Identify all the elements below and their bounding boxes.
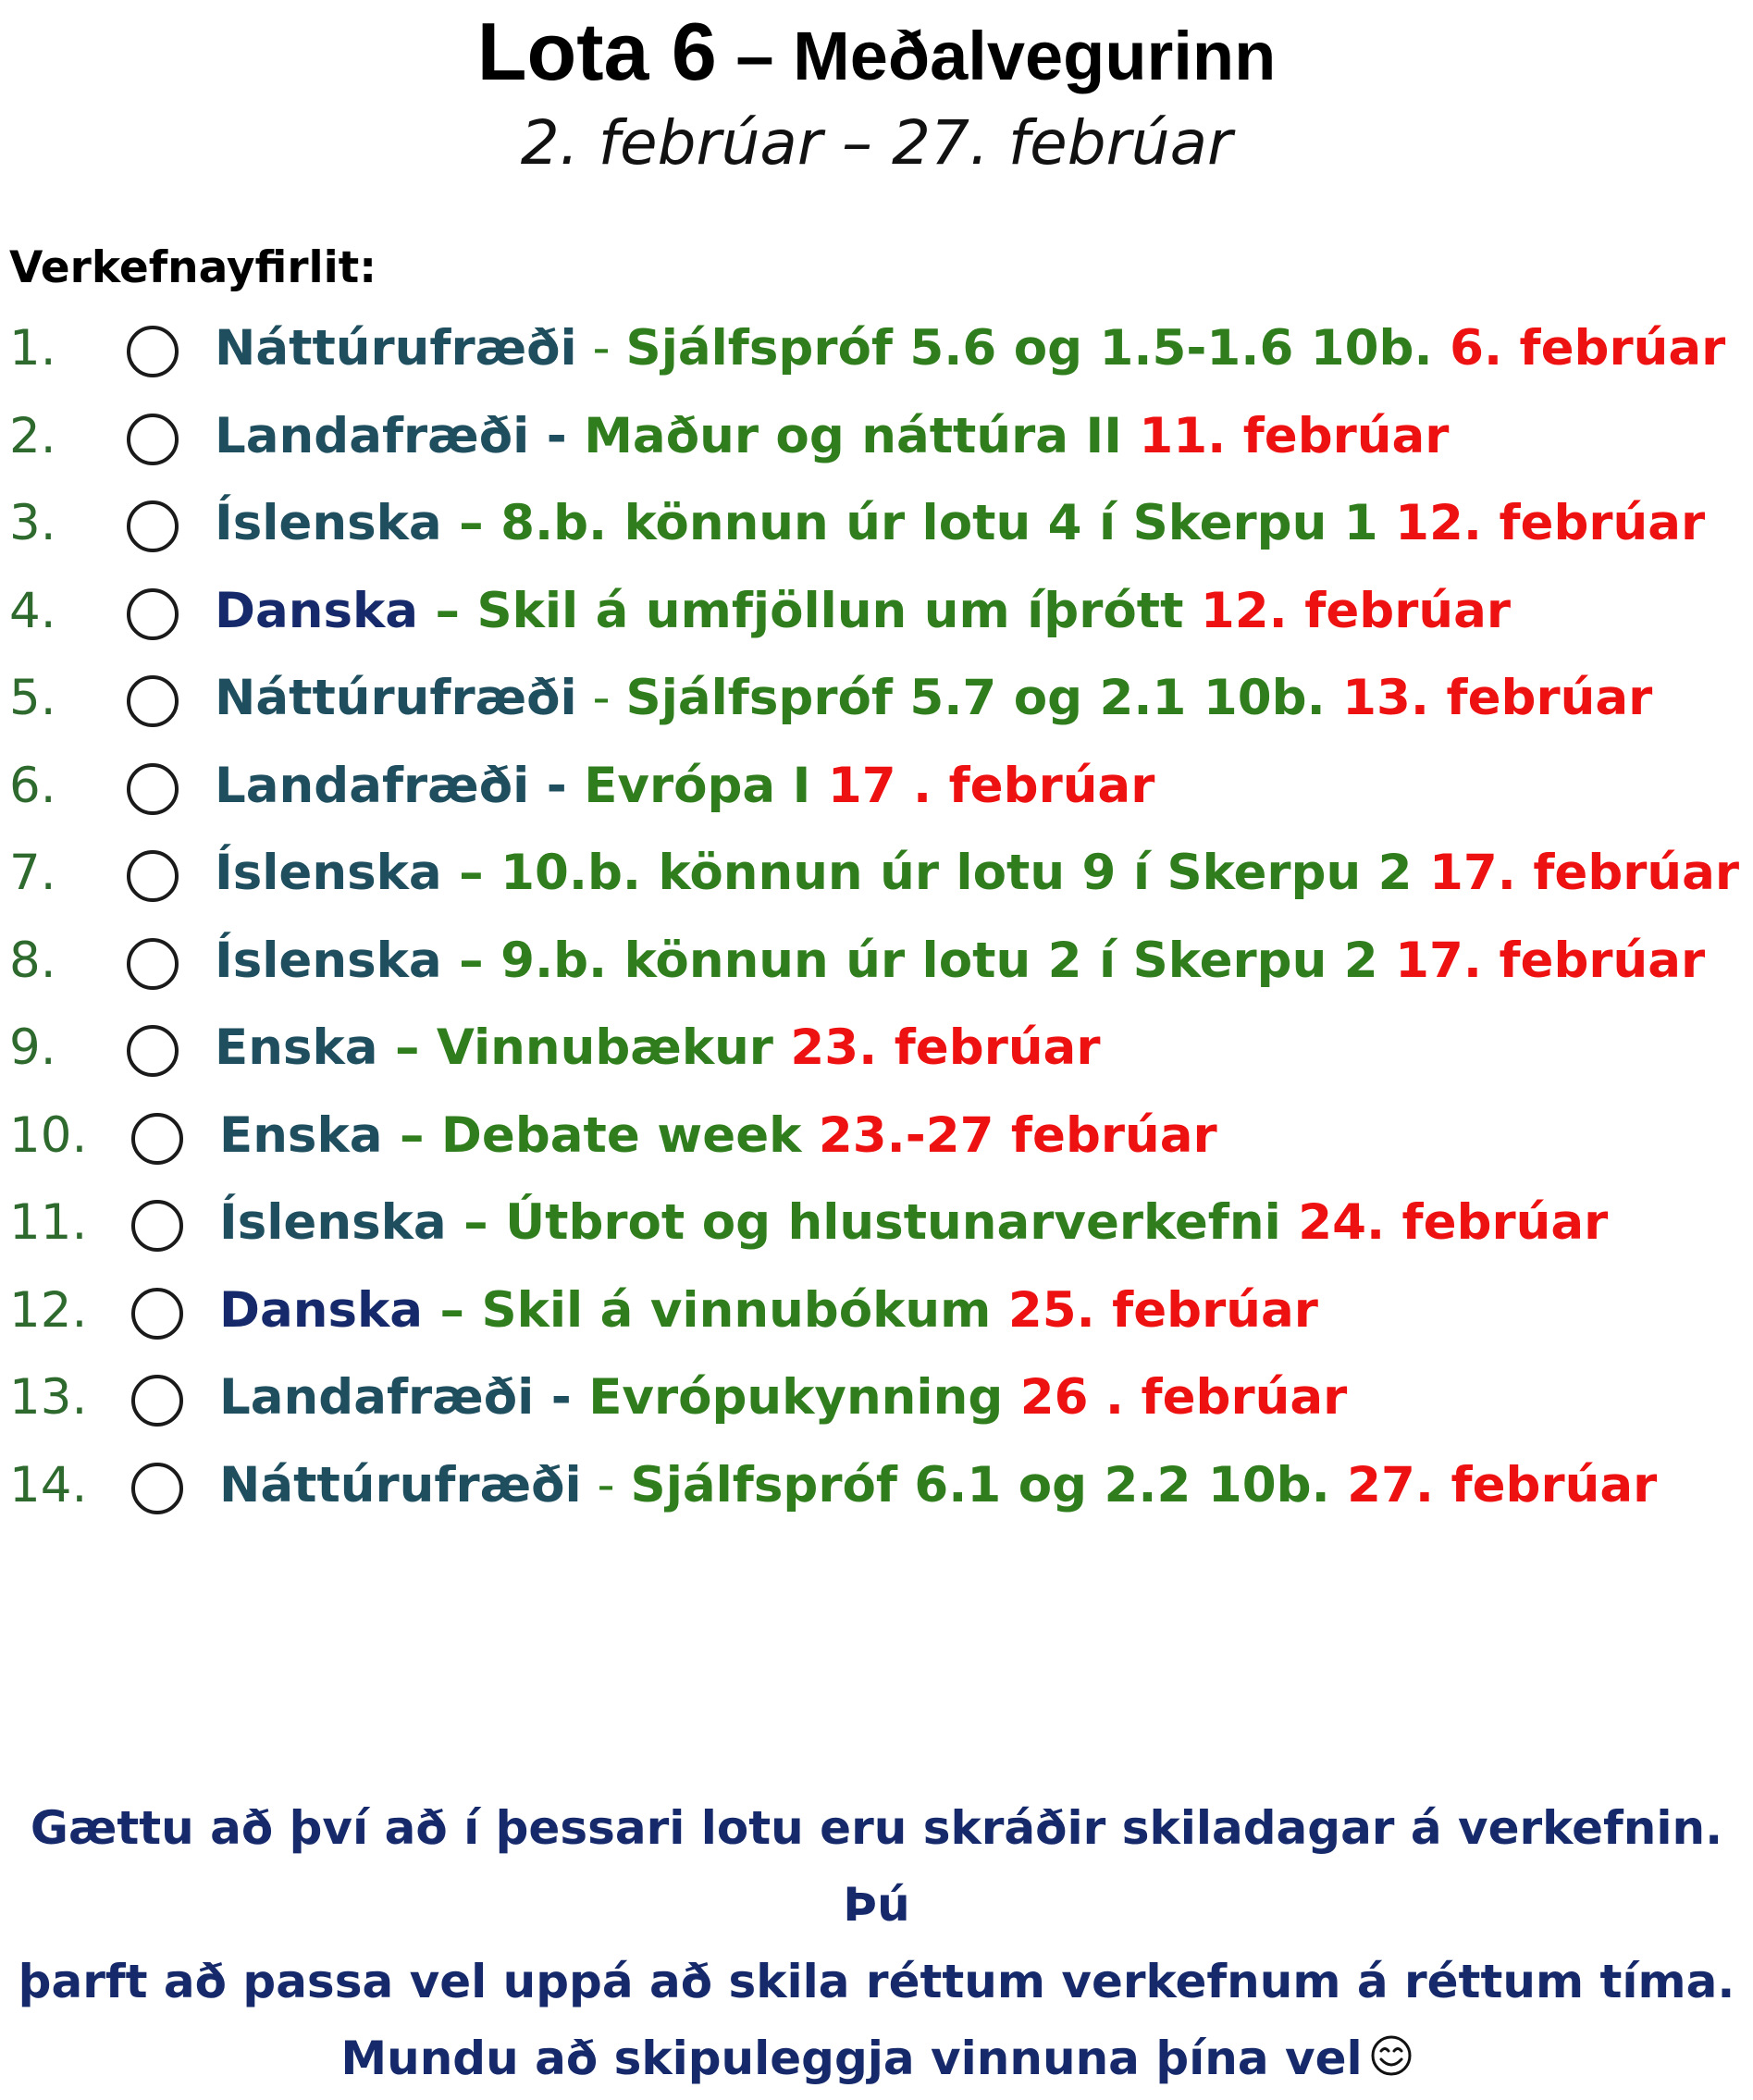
- task-item: [0, 918, 1753, 1006]
- circle-checkbox-icon[interactable]: [127, 588, 179, 640]
- task-subject: Náttúrufræði: [215, 670, 577, 726]
- task-subject: Landafræði -: [215, 757, 585, 814]
- task-item: [0, 480, 1753, 568]
- note-line-2: þarft að passa vel uppá að skila réttum verkefnum á réttum tíma.: [18, 1955, 1735, 2008]
- task-item: [0, 743, 1753, 831]
- task-number: 9.: [9, 1019, 56, 1076]
- task-number: 4.: [9, 582, 56, 639]
- circle-checkbox-icon[interactable]: [131, 1375, 183, 1427]
- task-number: 13.: [9, 1369, 88, 1426]
- task-number: 14.: [9, 1456, 88, 1513]
- task-item: [0, 1354, 1753, 1442]
- task-list: [0, 305, 1753, 1529]
- date-range-subtitle: 2. febrúar – 27. febrúar: [520, 107, 1233, 179]
- task-item: [0, 1093, 1753, 1180]
- circle-checkbox-icon[interactable]: [131, 1200, 183, 1252]
- task-subject: Íslenska: [215, 495, 460, 551]
- task-subject: Landafræði -: [219, 1369, 589, 1426]
- task-item: [0, 568, 1753, 656]
- task-number: 7.: [9, 845, 56, 901]
- task-subject: Náttúrufræði: [215, 320, 577, 377]
- task-item: [0, 655, 1753, 743]
- circle-checkbox-icon[interactable]: [127, 500, 179, 552]
- circle-checkbox-icon[interactable]: [127, 1025, 179, 1077]
- task-due-date: 27. febrúar: [1347, 1456, 1658, 1513]
- task-description: Evrópukynning: [588, 1369, 1020, 1426]
- task-number: 6.: [9, 757, 56, 814]
- page-title: [0, 7, 1753, 97]
- task-item: [0, 830, 1753, 918]
- task-number: 3.: [9, 495, 56, 551]
- smiling-face-icon: [1370, 2023, 1413, 2100]
- task-number: 8.: [9, 932, 56, 989]
- circle-checkbox-icon[interactable]: [131, 1113, 183, 1165]
- task-subject: Náttúrufræði: [219, 1456, 582, 1513]
- task-description: Evrópa I: [584, 757, 828, 814]
- task-separator: -: [576, 320, 626, 377]
- task-subject: Íslenska: [219, 1194, 464, 1251]
- task-description: – Skil á umfjöllun um íþrótt: [418, 582, 1201, 639]
- task-separator: -: [576, 670, 626, 726]
- task-description: Maður og náttúra II: [584, 407, 1140, 464]
- task-separator: -: [581, 1456, 631, 1513]
- task-due-date: 12. febrúar: [1200, 582, 1511, 639]
- task-item: [0, 393, 1753, 481]
- task-item: [0, 1180, 1753, 1267]
- task-subject: Danska: [219, 1281, 424, 1339]
- task-due-date: 11. febrúar: [1139, 407, 1450, 464]
- task-item: [0, 1005, 1753, 1093]
- circle-checkbox-icon[interactable]: [131, 1288, 183, 1340]
- task-number: 2.: [9, 407, 56, 464]
- task-due-date: 23. febrúar: [790, 1019, 1101, 1076]
- task-description: – Skil á vinnubókum: [423, 1281, 1008, 1339]
- circle-checkbox-icon[interactable]: [127, 763, 179, 815]
- task-item: [0, 1442, 1753, 1530]
- task-number: 5.: [9, 670, 56, 726]
- task-number: 11.: [9, 1194, 88, 1251]
- overview-heading: Verkefnayfirlit:: [9, 242, 377, 293]
- circle-checkbox-icon[interactable]: [127, 414, 179, 465]
- task-description: – Vinnubækur: [377, 1019, 791, 1076]
- reminder-note: [0, 1790, 1753, 2100]
- task-subject: Enska: [219, 1106, 383, 1164]
- circle-checkbox-icon[interactable]: [131, 1463, 183, 1514]
- title-main: Lota 6: [476, 6, 717, 97]
- task-due-date: 25. febrúar: [1007, 1281, 1318, 1339]
- task-due-date: 26 . febrúar: [1019, 1369, 1348, 1426]
- task-description: – 8.b. könnun úr lotu 4 í Skerpu 1: [459, 495, 1396, 551]
- task-number: 1.: [9, 320, 56, 377]
- task-item: [0, 305, 1753, 393]
- task-subject: Landafræði -: [215, 407, 585, 464]
- task-due-date: 23.-27 febrúar: [818, 1106, 1217, 1164]
- task-item: [0, 1267, 1753, 1355]
- circle-checkbox-icon[interactable]: [127, 326, 179, 377]
- title-rest: – Meðalvegurinn: [716, 18, 1277, 94]
- task-number: 10.: [9, 1106, 88, 1164]
- task-due-date: 13. febrúar: [1342, 670, 1653, 726]
- task-due-date: 17. febrúar: [1429, 845, 1740, 901]
- task-subject: Enska: [215, 1019, 378, 1076]
- note-line-3-wrap: [0, 2020, 1753, 2100]
- circle-checkbox-icon[interactable]: [127, 938, 179, 990]
- circle-checkbox-icon[interactable]: [127, 850, 179, 902]
- task-subject: Íslenska: [215, 932, 460, 989]
- task-due-date: 12. febrúar: [1395, 495, 1706, 551]
- note-line-3: Mundu að skipuleggja vinnuna þína vel: [340, 2032, 1363, 2085]
- task-number: 12.: [9, 1281, 88, 1339]
- task-subject: Danska: [215, 582, 419, 639]
- task-description: – Debate week: [382, 1106, 819, 1164]
- task-description: – Útbrot og hlustunarverkefni: [463, 1194, 1299, 1251]
- task-due-date: 17 . febrúar: [827, 757, 1155, 814]
- task-subject: Íslenska: [215, 845, 460, 901]
- task-description: Sjálfspróf 5.6 og 1.5-1.6 10b.: [625, 320, 1451, 377]
- task-description: – 10.b. könnun úr lotu 9 í Skerpu 2: [459, 845, 1429, 901]
- task-due-date: 6. febrúar: [1450, 320, 1726, 377]
- task-description: – 9.b. könnun úr lotu 2 í Skerpu 2: [459, 932, 1396, 989]
- task-description: Sjálfspróf 5.7 og 2.1 10b.: [625, 670, 1343, 726]
- circle-checkbox-icon[interactable]: [127, 675, 179, 727]
- task-due-date: 24. febrúar: [1298, 1194, 1609, 1251]
- note-line-1: Gættu að því að í þessari lotu eru skráðir skiladagar á verkefnin. Þú: [30, 1801, 1723, 1932]
- task-due-date: 17. febrúar: [1395, 932, 1706, 989]
- task-description: Sjálfspróf 6.1 og 2.2 10b.: [630, 1456, 1348, 1513]
